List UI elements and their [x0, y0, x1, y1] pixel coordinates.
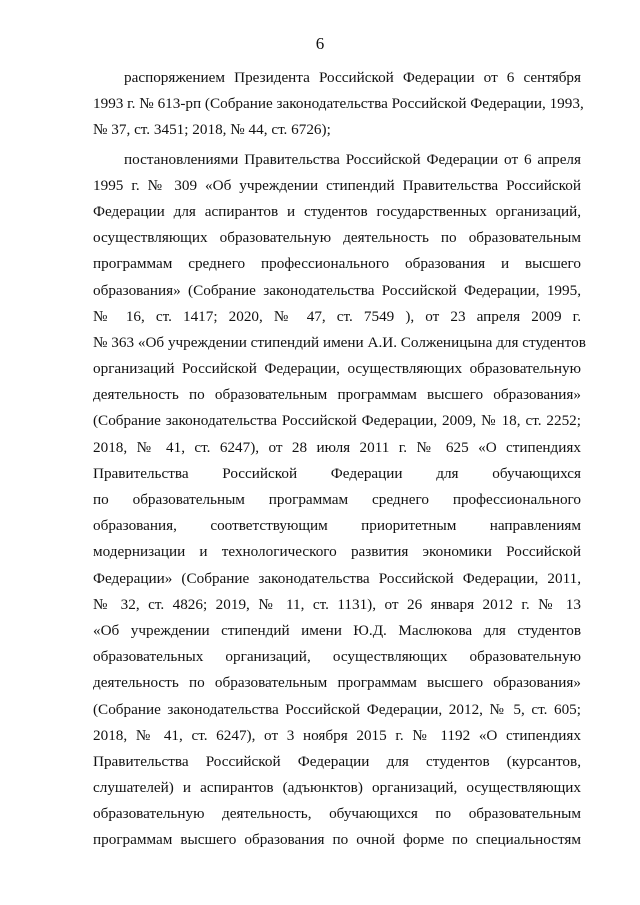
paragraph-line: № 37, ст. 3451; 2018, № 44, ст. 6726);: [93, 121, 331, 139]
paragraph-line: модернизации и технологического развития экономики Российской: [93, 543, 581, 561]
paragraph-line: программам среднего профессионального образования и высшего: [93, 255, 581, 273]
paragraph-line: «Об учреждении стипендий имени Ю.Д. Маслюкова для студентов: [93, 621, 581, 639]
paragraph-line: деятельность по образовательным программам высшего образования»: [93, 386, 581, 404]
paragraph-line: распоряжением Президента Российской Федерации от 6 сентября: [124, 69, 581, 86]
paragraph-resolutions: [93, 147, 586, 854]
paragraph-decree: [93, 65, 584, 144]
paragraph-line: образовательных организаций, осуществляющих образовательную: [93, 648, 581, 666]
paragraph-line: слушателей) и аспирантов (адъюнктов) организаций, осуществляющих: [93, 779, 581, 797]
paragraph-line: осуществляющих образовательную деятельность по образовательным: [93, 229, 581, 247]
paragraph-line: № 32, ст. 4826; 2019, № 11, ст. 1131), от 26 января 2012 г. № 13: [93, 595, 581, 613]
paragraph-line: по образовательным программам среднего профессионального: [93, 491, 581, 508]
paragraph-line: деятельность по образовательным программам высшего образования»: [93, 674, 581, 692]
paragraph-line: № 363 «Об учреждении стипендий имени А.И. Солженицына для студентов: [93, 333, 586, 351]
paragraph-line: постановлениями Правительства Российской Федерации от 6 апреля: [124, 150, 581, 168]
paragraph-line: программам высшего образования по очной форме по специальностям: [93, 831, 581, 849]
paragraph-line: 2018, № 41, ст. 6247), от 28 июля 2011 г. № 625 «О стипендиях: [93, 438, 581, 456]
paragraph-line: Федерации» (Собрание законодательства Российской Федерации, 2011,: [93, 569, 581, 587]
paragraph-line: образовательную деятельность, обучающихся по образовательным: [93, 805, 581, 823]
document-body: [93, 65, 586, 854]
paragraph-line: 1993 г. № 613-рп (Собрание законодательства Российской Федерации, 1993,: [93, 95, 584, 113]
paragraph-line: № 16, ст. 1417; 2020, № 47, ст. 7549 ), от 23 апреля 2009 г.: [93, 307, 581, 325]
page-number: 6: [315, 34, 325, 53]
paragraph-line: 2018, № 41, ст. 6247), от 3 ноября 2015 г. № 1192 «О стипендиях: [93, 726, 581, 744]
paragraph-line: (Собрание законодательства Российской Федерации, 2009, № 18, ст. 2252;: [93, 412, 581, 430]
paragraph-line: Федерации для аспирантов и студентов государственных организаций,: [93, 202, 581, 220]
paragraph-line: 1995 г. № 309 «Об учреждении стипендий Правительства Российской: [93, 176, 581, 194]
paragraph-line: (Собрание законодательства Российской Федерации, 2012, № 5, ст. 605;: [93, 700, 581, 718]
paragraph-line: организаций Российской Федерации, осуществляющих образовательную: [93, 360, 581, 378]
paragraph-line: Правительства Российской Федерации для студентов (курсантов,: [93, 752, 581, 770]
paragraph-line: образования, соответствующим приоритетным направлениям: [93, 517, 581, 535]
paragraph-line: Правительства Российской Федерации для обучающихся: [93, 464, 581, 482]
paragraph-line: образования» (Собрание законодательства Российской Федерации, 1995,: [93, 281, 581, 299]
